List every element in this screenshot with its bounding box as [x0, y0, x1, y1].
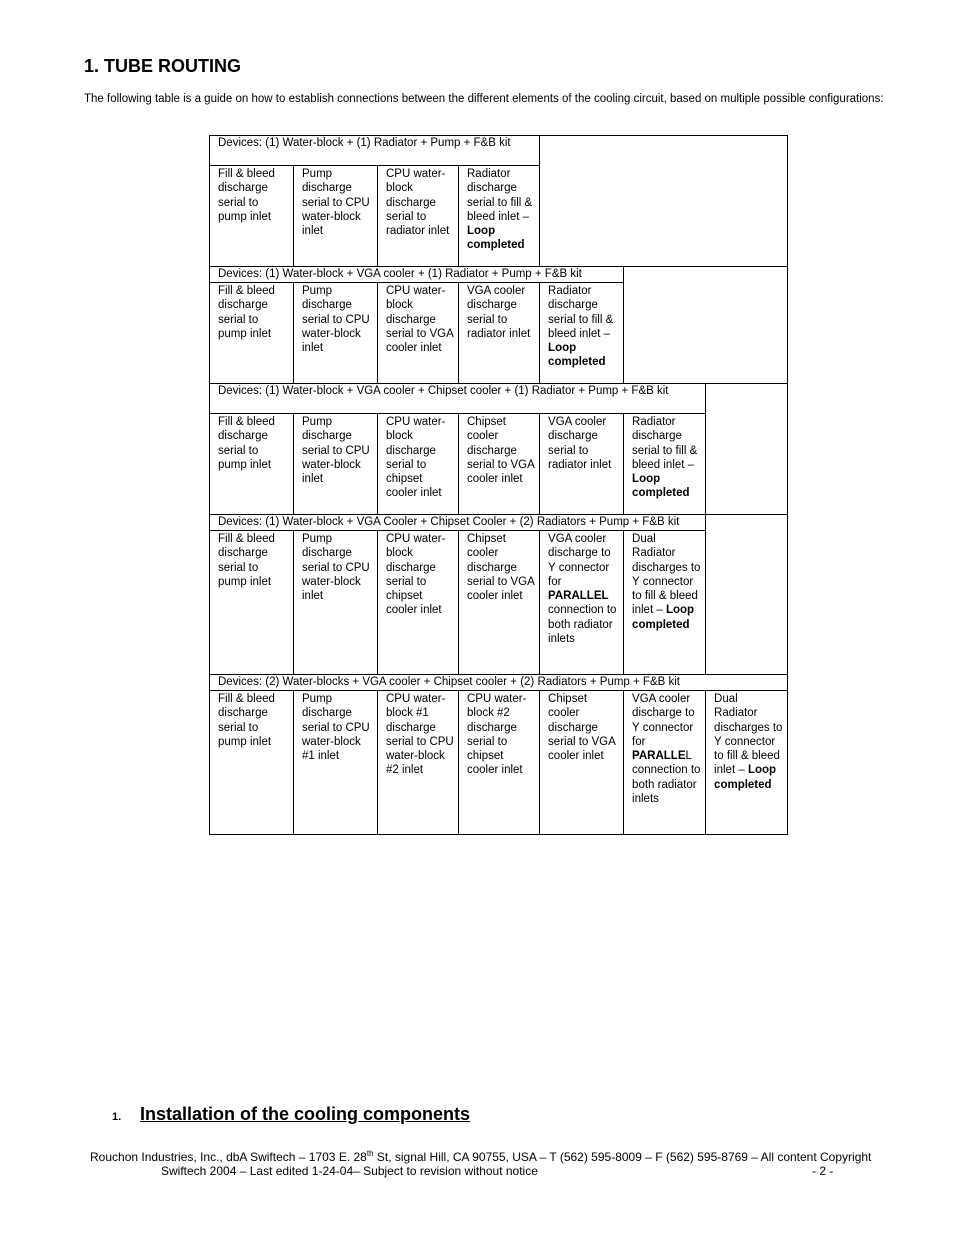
- step-text: Fill & bleed discharge serial to pump inlet: [218, 416, 275, 471]
- step-text: CPU water-block discharge serial to chipset cooler inlet: [386, 533, 446, 617]
- table-step-cell: [706, 691, 788, 835]
- step-text: Chipset cooler discharge serial to VGA cooler inlet: [548, 693, 616, 763]
- step-text: Fill & bleed discharge serial to pump inlet: [218, 533, 275, 588]
- step-text: CPU water-block #1 discharge serial to CPU water-block #2 inlet: [386, 693, 454, 777]
- table-step-cell: [378, 414, 459, 515]
- step-text: Pump discharge serial to CPU water-block inlet: [302, 533, 370, 603]
- step-text: CPU water-block discharge serial to VGA cooler inlet: [386, 285, 454, 355]
- table-step-cell: [540, 691, 624, 835]
- table-step-cell: [378, 166, 459, 267]
- table-group-header: Devices: (2) Water-blocks + VGA cooler + Chipset cooler + (2) Radiators + Pump + F&B kit: [210, 675, 788, 691]
- table-step-cell: [210, 414, 294, 515]
- table-step-cell: [459, 691, 540, 835]
- step-text: Fill & bleed discharge serial to pump inlet: [218, 693, 275, 748]
- step-text-tail: L: [685, 750, 692, 763]
- step-emphasis: Loop completed: [714, 764, 777, 791]
- page-number: - 2 -: [812, 1164, 834, 1178]
- footer-line-1: [90, 1150, 920, 1164]
- step-text: Radiator discharge serial to fill & bleed inlet –: [548, 285, 614, 340]
- step-text: Radiator discharge serial to fill & bleed inlet –: [467, 168, 533, 223]
- table-step-cell: [210, 691, 294, 835]
- table-empty-cell: [540, 136, 788, 267]
- step-text: Radiator discharge serial to fill & bleed inlet –: [632, 416, 698, 471]
- step-text: Pump discharge serial to CPU water-block #1 inlet: [302, 693, 370, 763]
- footer-line-2: Swiftech 2004 – Last edited 1-24-04– Subject to revision without notice: [161, 1164, 538, 1178]
- table-step-cell: [378, 283, 459, 384]
- table-step-cell: [459, 414, 540, 515]
- intro-paragraph: The following table is a guide on how to establish connections between the different elements of the cooling circuit, based on multiple possible configurations:: [84, 93, 884, 105]
- step-text: Pump discharge serial to CPU water-block inlet: [302, 285, 370, 355]
- step-text-end: connection to both radiator inlets: [632, 764, 701, 806]
- step-text: CPU water-block #2 discharge serial to chipset cooler inlet: [467, 693, 527, 777]
- table-empty-cell: [706, 515, 788, 675]
- table-step-cell: [294, 531, 378, 675]
- table-step-cell: [459, 283, 540, 384]
- step-emphasis: Loop completed: [467, 225, 525, 252]
- table-step-cell: [210, 166, 294, 267]
- step-emphasis: Loop completed: [632, 473, 690, 500]
- table-step-cell: [294, 166, 378, 267]
- step-text-end: connection to both radiator inlets: [548, 604, 617, 646]
- step-text: Dual Radiator discharges to Y connector to fill & bleed inlet –: [714, 693, 783, 777]
- footer-address-start: Rouchon Industries, Inc., dbA Swiftech – 1703 E. 28: [90, 1150, 367, 1164]
- table-step-cell: [624, 691, 706, 835]
- table-step-cell: [294, 691, 378, 835]
- footer-address-end: St, signal Hill, CA 90755, USA – T (562) 595-8009 – F (562) 595-8769 – All content Copyright: [373, 1150, 872, 1164]
- step-text: VGA cooler discharge serial to radiator inlet: [548, 416, 612, 471]
- table-empty-cell: [624, 267, 788, 384]
- table-step-cell: [540, 283, 624, 384]
- table-step-cell: [624, 414, 706, 515]
- step-text: VGA cooler discharge to Y connector for: [548, 533, 611, 588]
- table-step-cell: [210, 283, 294, 384]
- table-step-cell: [210, 531, 294, 675]
- step-emphasis: PARALLEL: [548, 590, 609, 603]
- table-step-cell: [294, 414, 378, 515]
- installation-heading: [112, 1104, 470, 1125]
- tube-routing-table: [209, 135, 788, 835]
- step-text: VGA cooler discharge serial to radiator inlet: [467, 285, 531, 340]
- step-emphasis: PARALLE: [632, 750, 686, 763]
- footer-ordinal-suffix: th: [366, 1149, 374, 1158]
- table-step-cell: [294, 283, 378, 384]
- step-text: Chipset cooler discharge serial to VGA cooler inlet: [467, 416, 535, 486]
- table-empty-cell: [706, 384, 788, 515]
- table-step-cell: [378, 691, 459, 835]
- table-step-cell: [624, 531, 706, 675]
- table-group-header: Devices: (1) Water-block + VGA cooler + Chipset cooler + (1) Radiator + Pump + F&B kit: [210, 384, 706, 414]
- section-heading: 1. TUBE ROUTING: [84, 56, 242, 76]
- table-group-header: Devices: (1) Water-block + VGA Cooler + Chipset Cooler + (2) Radiators + Pump + F&B kit: [210, 515, 706, 531]
- table-step-cell: [459, 531, 540, 675]
- table-step-cell: [378, 531, 459, 675]
- table-step-cell: [540, 531, 624, 675]
- table-step-cell: [459, 166, 540, 267]
- step-text: CPU water-block discharge serial to chipset cooler inlet: [386, 416, 446, 500]
- table-group-header: Devices: (1) Water-block + (1) Radiator + Pump + F&B kit: [210, 136, 540, 166]
- step-emphasis: Loop completed: [548, 342, 606, 369]
- installation-heading-title: Installation of the cooling components: [140, 1104, 471, 1124]
- installation-heading-number: 1.: [112, 1111, 122, 1123]
- step-emphasis: Loop completed: [632, 604, 695, 631]
- step-text: CPU water-block discharge serial to radiator inlet: [386, 168, 450, 238]
- table-group-header: Devices: (1) Water-block + VGA cooler + (1) Radiator + Pump + F&B kit: [210, 267, 624, 283]
- step-text: Pump discharge serial to CPU water-block inlet: [302, 168, 370, 238]
- step-text: Dual Radiator discharges to Y connector to fill & bleed inlet –: [632, 533, 701, 617]
- step-text: VGA cooler discharge to Y connector for: [632, 693, 695, 748]
- step-text: Fill & bleed discharge serial to pump inlet: [218, 168, 275, 223]
- step-text: Pump discharge serial to CPU water-block inlet: [302, 416, 370, 486]
- step-text: Fill & bleed discharge serial to pump inlet: [218, 285, 275, 340]
- step-text: Chipset cooler discharge serial to VGA cooler inlet: [467, 533, 535, 603]
- table-step-cell: [540, 414, 624, 515]
